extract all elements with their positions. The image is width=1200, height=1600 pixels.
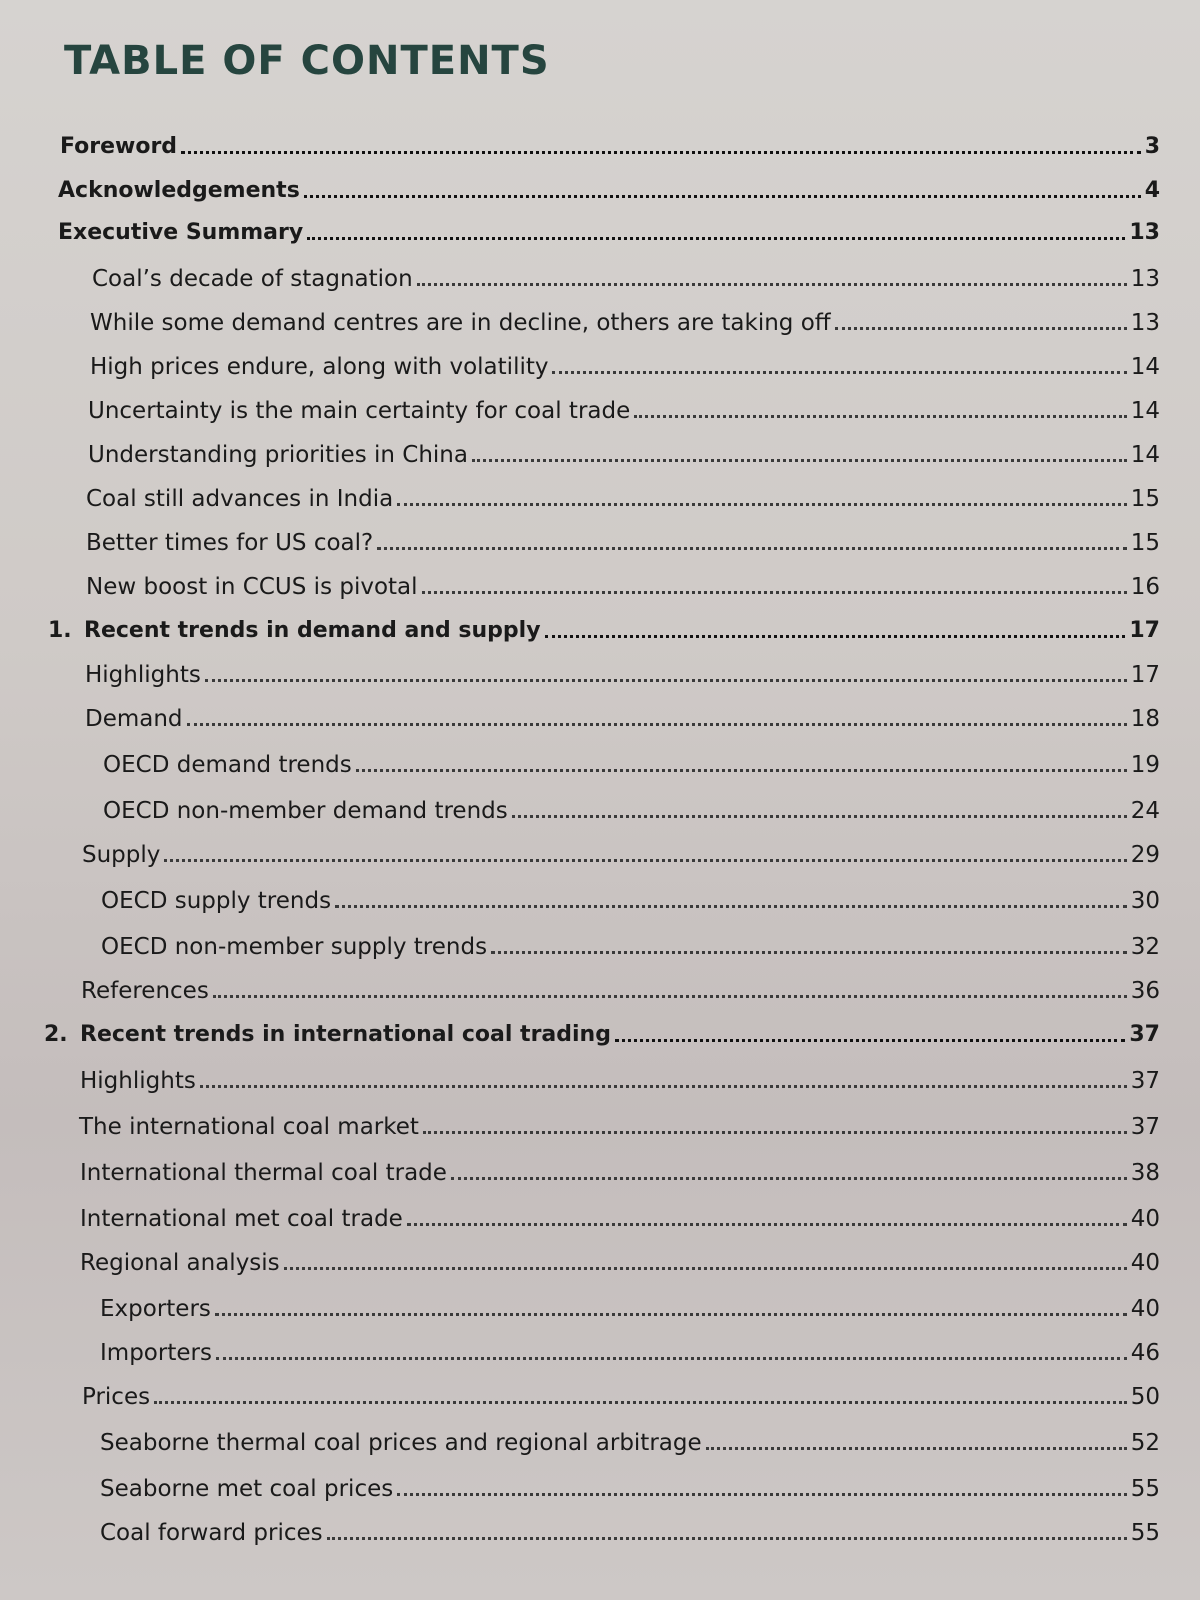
toc-entry-page-number: 32 (1130, 934, 1160, 960)
toc-entry-label: While some demand centres are in decline, others are taking off (90, 310, 831, 336)
toc-entry-page-number: 37 (1129, 1022, 1160, 1047)
toc-entry-label: Prices (82, 1384, 151, 1410)
dot-leader (187, 723, 1127, 726)
toc-entry[interactable] (100, 1514, 1160, 1548)
toc-entry-page-number: 4 (1144, 178, 1160, 203)
toc-entry[interactable] (82, 1378, 1160, 1412)
toc-entry-label: High prices endure, along with volatility (90, 354, 549, 380)
dot-leader (164, 859, 1126, 862)
toc-entry-label: Highlights (80, 1068, 196, 1094)
toc-entry-page-number: 14 (1130, 398, 1160, 424)
toc-entry-label: Coal forward prices (100, 1520, 323, 1546)
dot-leader (397, 503, 1127, 506)
toc-entry-page-number: 30 (1130, 888, 1160, 914)
toc-entry-page-number: 15 (1130, 530, 1160, 556)
dot-leader (417, 283, 1127, 286)
toc-entry-label: Supply (82, 842, 161, 868)
toc-entry-label: References (81, 978, 209, 1004)
dot-leader (205, 679, 1127, 682)
dot-leader (552, 371, 1126, 374)
toc-entry-page-number: 13 (1129, 220, 1160, 245)
dot-leader (706, 1447, 1127, 1450)
toc-entry-label: Executive Summary (58, 220, 304, 245)
toc-entry[interactable] (58, 214, 1160, 248)
toc-entry[interactable] (103, 792, 1160, 826)
dot-leader (215, 1313, 1127, 1316)
toc-entry-page-number: 13 (1130, 310, 1160, 336)
toc-entry[interactable] (86, 568, 1160, 602)
toc-entry-label: International thermal coal trade (80, 1160, 447, 1186)
toc-entry[interactable] (100, 1290, 1160, 1324)
toc-entry-page-number: 18 (1130, 706, 1160, 732)
toc-entry[interactable] (60, 128, 1160, 162)
dot-leader (451, 1177, 1127, 1180)
toc-entry[interactable] (101, 882, 1160, 916)
toc-entry[interactable] (85, 656, 1160, 690)
dot-leader (423, 1131, 1127, 1134)
toc-entry-page-number: 14 (1130, 442, 1160, 468)
toc-entry-label: Recent trends in international coal trading (80, 1022, 611, 1047)
toc-entry-label: Uncertainty is the main certainty for coal trade (88, 398, 631, 424)
dot-leader (284, 1267, 1127, 1270)
toc-entry[interactable] (44, 1016, 1160, 1050)
toc-entry-page-number: 38 (1130, 1160, 1160, 1186)
toc-entry-page-number: 52 (1130, 1430, 1160, 1456)
toc-entry-label: Seaborne thermal coal prices and regional arbitrage (100, 1430, 702, 1456)
dot-leader (216, 1357, 1127, 1360)
toc-entry[interactable] (88, 436, 1160, 470)
toc-entry-label: Foreword (60, 134, 178, 159)
toc-entry-page-number: 17 (1129, 618, 1160, 643)
toc-entry-number: 2. (44, 1022, 68, 1047)
toc-entry-page-number: 55 (1130, 1520, 1160, 1546)
toc-entry-label: International met coal trade (80, 1206, 403, 1232)
dot-leader (307, 237, 1125, 240)
toc-entry-label: OECD demand trends (103, 752, 352, 778)
dot-leader (377, 547, 1126, 550)
toc-entry-page-number: 50 (1130, 1384, 1160, 1410)
toc-entry-label: Coal still advances in India (86, 486, 394, 512)
toc-entry-label: Understanding priorities in China (88, 442, 468, 468)
toc-entry[interactable] (79, 1108, 1160, 1142)
toc-entry-label: Regional analysis (80, 1250, 280, 1276)
dot-leader (304, 195, 1141, 198)
toc-entry-label: Better times for US coal? (86, 530, 374, 556)
toc-entry-page-number: 40 (1130, 1206, 1160, 1232)
toc-entry[interactable] (85, 700, 1160, 734)
toc-entry-label: Demand (85, 706, 183, 732)
toc-entry[interactable] (101, 928, 1160, 962)
toc-entry[interactable] (58, 172, 1160, 206)
toc-entry[interactable] (88, 392, 1160, 426)
toc-entry[interactable] (48, 612, 1160, 646)
toc-entry[interactable] (82, 836, 1160, 870)
toc-entry-page-number: 40 (1130, 1250, 1160, 1276)
toc-entry-label: OECD non-member supply trends (101, 934, 488, 960)
dot-leader (335, 905, 1127, 908)
dot-leader (634, 415, 1126, 418)
toc-entry-label: Recent trends in demand and supply (84, 618, 541, 643)
dot-leader (181, 151, 1141, 154)
toc-entry[interactable] (90, 304, 1160, 338)
toc-entry[interactable] (80, 1062, 1160, 1096)
toc-entry-page-number: 17 (1130, 662, 1160, 688)
toc-entry[interactable] (100, 1424, 1160, 1458)
toc-entry-page-number: 13 (1130, 266, 1160, 292)
toc-entry-page-number: 19 (1130, 752, 1160, 778)
toc-entry-page-number: 46 (1130, 1340, 1160, 1366)
toc-entry[interactable] (100, 1334, 1160, 1368)
toc-entry[interactable] (100, 1470, 1160, 1504)
toc-entry-page-number: 3 (1144, 134, 1160, 159)
toc-entry-number: 1. (48, 618, 72, 643)
dot-leader (835, 327, 1127, 330)
toc-entry-page-number: 16 (1130, 574, 1160, 600)
toc-entry[interactable] (86, 524, 1160, 558)
toc-entry-page-number: 40 (1130, 1296, 1160, 1322)
toc-entry[interactable] (103, 746, 1160, 780)
dot-leader (154, 1401, 1127, 1404)
toc-entry[interactable] (81, 972, 1160, 1006)
toc-entry-page-number: 36 (1130, 978, 1160, 1004)
toc-entry[interactable] (92, 260, 1160, 294)
toc-entry-label: Coal’s decade of stagnation (92, 266, 413, 292)
dot-leader (213, 995, 1127, 998)
dot-leader (615, 1039, 1125, 1042)
page-title: TABLE OF CONTENTS (64, 38, 550, 84)
toc-entry[interactable] (80, 1154, 1160, 1188)
dot-leader (422, 591, 1127, 594)
toc-entry[interactable] (80, 1200, 1160, 1234)
toc-entry-label: The international coal market (79, 1114, 419, 1140)
toc-entry-page-number: 37 (1130, 1068, 1160, 1094)
toc-entry-page-number: 24 (1130, 798, 1160, 824)
dot-leader (491, 951, 1127, 954)
toc-entry-label: Highlights (85, 662, 201, 688)
toc-entry-page-number: 14 (1130, 354, 1160, 380)
toc-entry-label: OECD non-member demand trends (103, 798, 508, 824)
toc-entry-label: OECD supply trends (101, 888, 332, 914)
toc-entry-label: Seaborne met coal prices (100, 1476, 394, 1502)
toc-entry[interactable] (86, 480, 1160, 514)
dot-leader (200, 1085, 1127, 1088)
toc-entry-label: Exporters (100, 1296, 211, 1322)
toc-entry-label: Importers (100, 1340, 212, 1366)
toc-entry-page-number: 55 (1130, 1476, 1160, 1502)
toc-entry-page-number: 29 (1130, 842, 1160, 868)
toc-entry-page-number: 15 (1130, 486, 1160, 512)
dot-leader (407, 1223, 1127, 1226)
dot-leader (397, 1493, 1126, 1496)
toc-entry-label: New boost in CCUS is pivotal (86, 574, 418, 600)
toc-entry-page-number: 37 (1130, 1114, 1160, 1140)
toc-entry[interactable] (80, 1244, 1160, 1278)
dot-leader (472, 459, 1127, 462)
dot-leader (327, 1537, 1127, 1540)
toc-entry-label: Acknowledgements (58, 178, 300, 203)
dot-leader (512, 815, 1127, 818)
toc-entry[interactable] (90, 348, 1160, 382)
dot-leader (356, 769, 1127, 772)
dot-leader (545, 635, 1126, 638)
